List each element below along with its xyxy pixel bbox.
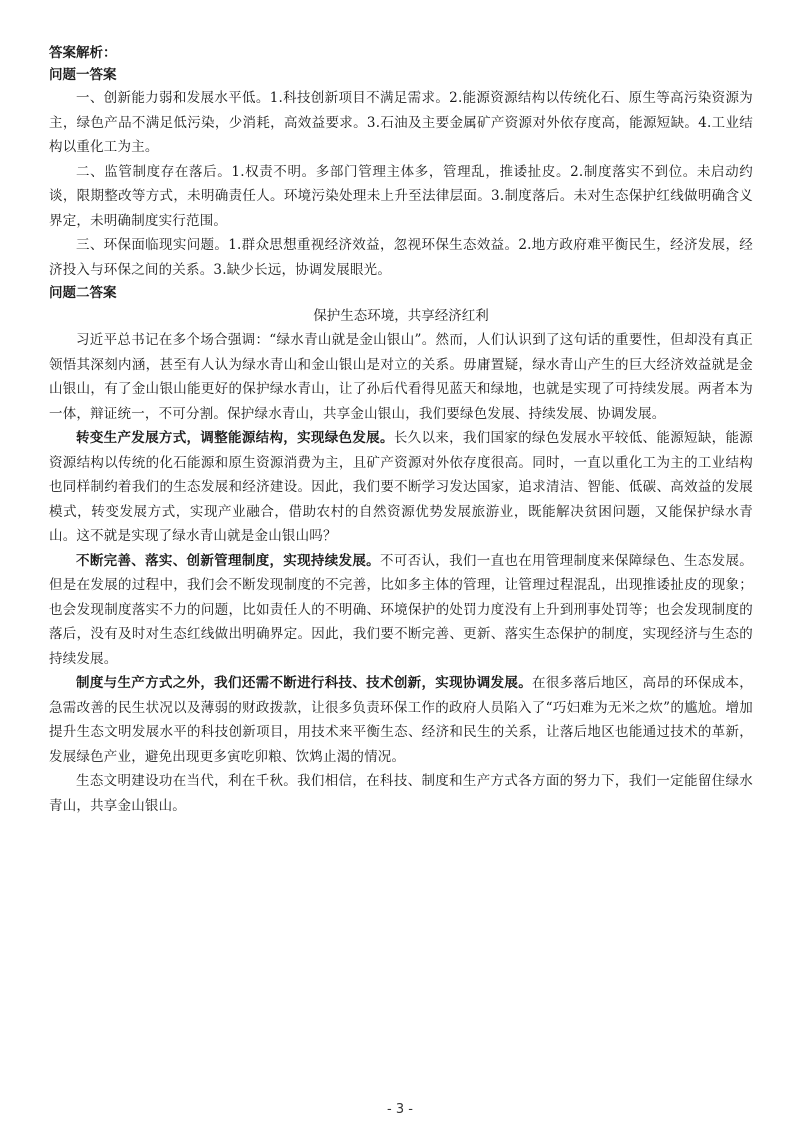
q1-paragraph-2: 二、监管制度存在落后。1.权责不明。多部门管理主体多，管理乱，推诿扯皮。2.制度落实不到位。未启动约谈，限期整改等方式，未明确责任人。环境污染处理未上升至法律层面。3.制度落后。未对生态保护红线做明确含义界定，未明确制度实行范围。 [49, 163, 753, 229]
paragraph-lead-sentence: 制度与生产方式之外，我们还需不断进行科技、技术创新，实现协调发展。 [76, 675, 533, 691]
paragraph-lead-sentence: 转变生产发展方式，调整能源结构，实现绿色发展。 [76, 430, 394, 446]
essay-body-paragraph-1 [49, 426, 753, 549]
q1-paragraph-3: 三、环保面临现实问题。1.群众思想重视经济效益，忽视环保生态效益。2.地方政府难平衡民生，经济发展，经济投入与环保之间的关系。3.缺少长远，协调发展眼光。 [49, 237, 753, 278]
essay-intro: 习近平总书记在多个场合强调：“绿水青山就是金山银山”。然而，人们认识到了这句话的重要性，但却没有真正领悟其深刻内涵，甚至有人认为绿水青山和金山银山是对立的关系。毋庸置疑，绿水青山产生的巨大经济效益就是金山银山，有了金山银山能更好的保护绿水青山，让了孙后代看得见蓝天和绿地，也就是实现了可持续发展。两者本为一体，辩证统一，不可分割。保护绿水青山，共享金山银山，我们要绿色发展、持续发展、协调发展。 [49, 332, 753, 422]
analysis-heading: 答案解析： [49, 45, 117, 61]
paragraph-text: 长久以来，我们国家的绿色发展水平较低、能源短缺，能源资源结构以传统的化石能源和原生资源消费为主，且矿产资源对外依存度很高。同时，一直以重化工为主的工业结构也同样制约着我们的生态发展和经济建设。因此，我们要不断学习发达国家，追求清洁、智能、低碳、高效益的发展模式，转变发展方式，实现产业融合，借助农村的自然资源优势发展旅游业，既能解决贫困问题，又能保护绿水青山。这不就是实现了绿水青山就是金山银山吗？ [49, 430, 753, 544]
q1-paragraph-1: 一、创新能力弱和发展水平低。1.科技创新项目不满足需求。2.能源资源结构以传统化石、原生等高污染资源为主，绿色产品不满足低污染，少消耗，高效益要求。3.石油及主要金属矿产资源对外依存度高，能源短缺。4.工业结构以重化工为主。 [49, 90, 753, 155]
essay-body-paragraph-3 [49, 671, 753, 769]
paragraph-text: 在很多落后地区，高昂的环保成本，急需改善的民生状况以及薄弱的财政拨款，让很多负责环保工作的政府人员陷入了“巧妇难为无米之炊”的尴尬。增加提升生态文明发展水平的科技创新项目，用技术来平衡生态、经济和民生的关系，让落后地区也能通过技术的革新，发展绿色产业，避免出现更多寅吃卯粮、饮鸩止渴的情况。 [49, 675, 753, 765]
document-page [49, 42, 753, 818]
essay-conclusion: 生态文明建设功在当代，利在千秋。我们相信，在科技、制度和生产方式各方面的努力下，我们一定能留住绿水青山，共享金山银山。 [49, 773, 753, 814]
q1-heading: 问题一答案 [49, 67, 117, 83]
q2-heading: 问题二答案 [49, 285, 117, 301]
paragraph-text: 不可否认，我们一直也在用管理制度来保障绿色、生态发展。但是在发展的过程中，我们会不断发现制度的不完善，比如多主体的管理，让管理过程混乱，出现推诿扯皮的现象；也会发现制度落实不力的问题，比如责任人的不明确、环境保护的处罚力度没有上升到刑事处罚等；也会发现制度的落后，没有及时对生态红线做出明确界定。因此，我们要不断完善、更新、落实生态保护的制度，实现经济与生态的持续发展。 [49, 552, 753, 667]
essay-body-paragraph-2 [49, 549, 753, 672]
essay-title: 保护生态环境，共享经济红利 [313, 308, 489, 324]
page-number: - 3 - [387, 1102, 413, 1117]
paragraph-lead-sentence: 不断完善、落实、创新管理制度，实现持续发展。 [76, 552, 381, 569]
